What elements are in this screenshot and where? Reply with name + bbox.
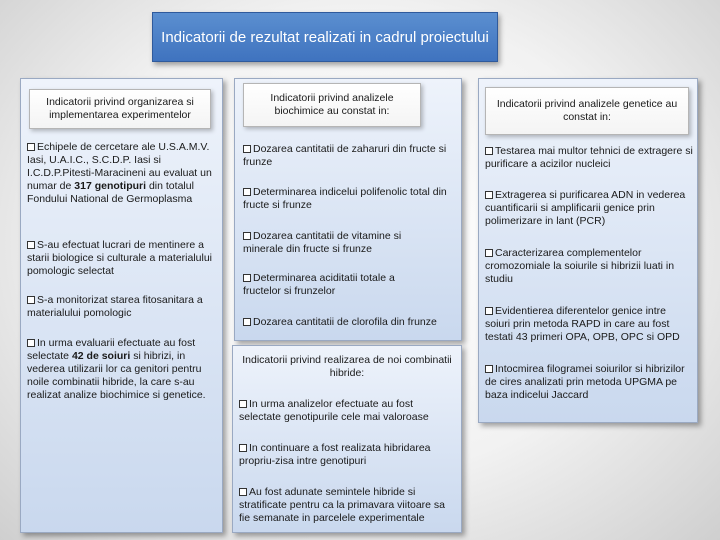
square-bullet-icon [27,296,35,304]
square-bullet-icon [243,145,251,153]
hybrid-heading: Indicatorii privind realizarea de noi combinatii hibride: [242,354,452,379]
square-bullet-icon [243,274,251,282]
list-item: Extragerea si purificarea ADN in vederea cuantificarii si amplificarii genice prin polimerizare in lant (PCR) [485,189,686,227]
hybrid-panel [232,345,462,533]
organization-heading: Indicatorii privind organizarea si implementarea experimentelor [29,89,211,129]
list-item: Au fost adunate semintele hibride si stratificate pentru ca la primavara viitoare sa fie semanate in parcelele experimentale [239,486,446,524]
list-item: Echipele de cercetare ale U.S.A.M.V. Iasi, U.A.I.C., S.C.D.P. Iasi si I.C.D.P.Pitesti-Maracineni au evaluat un numar de 317 genotipuri din totalul Fondului National de Germoplasma [27,141,212,205]
square-bullet-icon [239,488,247,496]
genetic-heading: Indicatorii privind analizele genetice au constat in: [485,87,689,135]
list-item: Determinarea indicelui polifenolic total din fructe si frunze [243,186,447,211]
square-bullet-icon [485,365,493,373]
list-item: S-a monitorizat starea fitosanitara a materialului pomologic [27,294,203,319]
square-bullet-icon [27,339,35,347]
list-item: Dozarea cantitatii de zaharuri din fructe si frunze [243,143,447,168]
square-bullet-icon [27,241,35,249]
square-bullet-icon [485,249,493,257]
square-bullet-icon [27,143,35,151]
list-item: In urma analizelor efectuate au fost selectate genotipurile cele mai valoroase [239,398,429,423]
square-bullet-icon [239,400,247,408]
list-item: Testarea mai multor tehnici de extragere si purificare a acizilor nucleici [485,145,693,170]
square-bullet-icon [485,191,493,199]
square-bullet-icon [243,318,251,326]
list-item: Dozarea cantitatii de clorofila din frunze [243,316,461,329]
biochemical-panel [234,78,462,341]
list-item: In urma evaluarii efectuate au fost selectate 42 de soiuri si hibrizi, in vederea utilizarii lor ca genitori pentru noile combinatii hibride, la care s-au realizat analize biochimice si genetice. [27,337,206,401]
list-item: Determinarea aciditatii totale a fructelor si frunzelor [243,272,395,297]
list-item: Evidentierea diferentelor genice intre soiuri prin metoda RAPD in care au fost testati 43 primeri OPA, OPB, OPC si OPD [485,305,680,343]
biochemical-heading: Indicatorii privind analizele biochimice au constat in: [243,83,421,127]
list-item: S-au efectuat lucrari de mentinere a starii biologice si culturale a materialului pomologic selectat [27,239,213,277]
list-item: In continuare a fost realizata hibridarea propriu-zisa intre genotipuri [239,442,431,467]
square-bullet-icon [485,307,493,315]
square-bullet-icon [243,188,251,196]
page-title: Indicatorii de rezultat realizati in cadrul proiectului [152,12,498,62]
list-item: Caracterizarea complementelor cromozomiale la soiurile si hibrizii luati in studiu [485,247,675,285]
list-item: Dozarea cantitatii de vitamine si minerale din fructe si frunze [243,230,402,255]
square-bullet-icon [243,232,251,240]
genetic-panel [478,78,698,423]
organization-panel [20,78,223,533]
list-item: Intocmirea filogramei soiurilor si hibrizilor de cires analizati prin metoda UPGMA pe baza indicelui Jaccard [485,363,685,401]
square-bullet-icon [239,444,247,452]
square-bullet-icon [485,147,493,155]
